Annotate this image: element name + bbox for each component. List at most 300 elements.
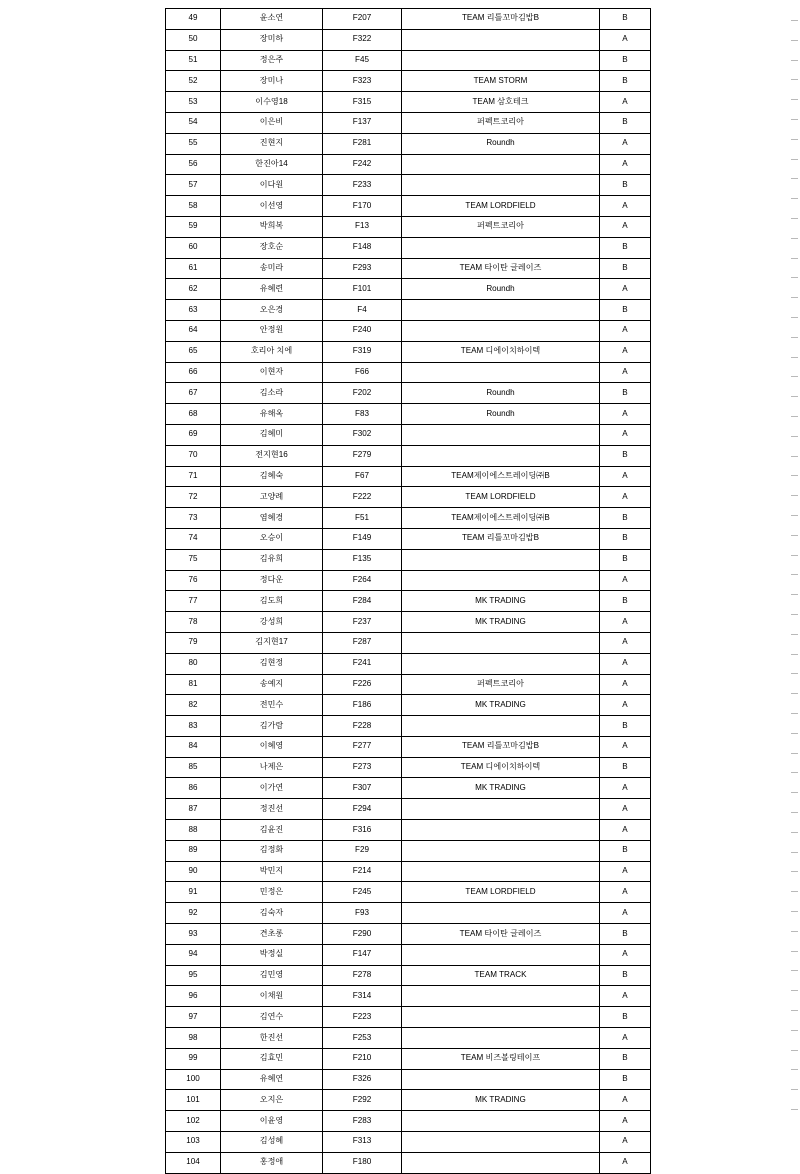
tick-mark xyxy=(791,475,798,476)
cell-grade: B xyxy=(600,175,651,196)
tick-mark xyxy=(791,198,798,199)
tick-mark xyxy=(791,20,798,21)
cell-number: 104 xyxy=(166,1152,221,1173)
cell-bib: F180 xyxy=(323,1152,402,1173)
cell-number: 56 xyxy=(166,154,221,175)
cell-grade: A xyxy=(600,29,651,50)
cell-grade: A xyxy=(600,632,651,653)
cell-team xyxy=(402,903,600,924)
table-row xyxy=(166,882,651,903)
table-row xyxy=(166,653,651,674)
tick-mark xyxy=(791,852,798,853)
table-row xyxy=(166,716,651,737)
cell-team xyxy=(402,29,600,50)
cell-name: 이은비 xyxy=(221,112,323,133)
cell-bib: F240 xyxy=(323,320,402,341)
table-row xyxy=(166,445,651,466)
cell-bib: F241 xyxy=(323,653,402,674)
cell-team xyxy=(402,820,600,841)
cell-name: 이수영18 xyxy=(221,92,323,113)
cell-grade: A xyxy=(600,612,651,633)
cell-team: TEAM 디에이치하이텍 xyxy=(402,341,600,362)
table-row xyxy=(166,29,651,50)
table-row xyxy=(166,674,651,695)
cell-bib: F186 xyxy=(323,695,402,716)
tick-mark xyxy=(791,931,798,932)
cell-grade: B xyxy=(600,840,651,861)
cell-team: TEAM 리틀꼬마김밥B xyxy=(402,9,600,30)
cell-team: 퍼펙트코리아 xyxy=(402,674,600,695)
cell-team xyxy=(402,1069,600,1090)
cell-name: 박정실 xyxy=(221,944,323,965)
table-row xyxy=(166,924,651,945)
cell-name: 김지현17 xyxy=(221,632,323,653)
cell-team xyxy=(402,549,600,570)
table-row xyxy=(166,549,651,570)
cell-bib: F273 xyxy=(323,757,402,778)
cell-grade: B xyxy=(600,300,651,321)
cell-grade: B xyxy=(600,549,651,570)
cell-bib: F287 xyxy=(323,632,402,653)
cell-name: 김정화 xyxy=(221,840,323,861)
cell-grade: B xyxy=(600,1048,651,1069)
tick-mark xyxy=(791,495,798,496)
cell-number: 58 xyxy=(166,196,221,217)
tick-mark xyxy=(791,871,798,872)
cell-grade: A xyxy=(600,1132,651,1153)
cell-grade: A xyxy=(600,820,651,841)
cell-name: 김도희 xyxy=(221,591,323,612)
tick-mark xyxy=(791,911,798,912)
cell-number: 89 xyxy=(166,840,221,861)
cell-number: 101 xyxy=(166,1090,221,1111)
table-row xyxy=(166,861,651,882)
tick-mark xyxy=(791,713,798,714)
cell-name: 오승이 xyxy=(221,528,323,549)
cell-grade: B xyxy=(600,1007,651,1028)
tick-mark xyxy=(791,555,798,556)
roster-table-body xyxy=(166,9,651,1174)
tick-mark xyxy=(791,634,798,635)
cell-bib: F101 xyxy=(323,279,402,300)
cell-team: MK TRADING xyxy=(402,612,600,633)
tick-mark xyxy=(791,337,798,338)
cell-bib: F83 xyxy=(323,404,402,425)
cell-number: 97 xyxy=(166,1007,221,1028)
cell-name: 김숙자 xyxy=(221,903,323,924)
table-row xyxy=(166,383,651,404)
cell-grade: A xyxy=(600,487,651,508)
cell-grade: B xyxy=(600,924,651,945)
cell-bib: F319 xyxy=(323,341,402,362)
cell-name: 이선영 xyxy=(221,196,323,217)
cell-name: 오지은 xyxy=(221,1090,323,1111)
cell-grade: A xyxy=(600,1111,651,1132)
cell-number: 61 xyxy=(166,258,221,279)
cell-name: 송미라 xyxy=(221,258,323,279)
cell-number: 74 xyxy=(166,528,221,549)
cell-grade: B xyxy=(600,528,651,549)
cell-team: TEAM 타이탄 글레이즈 xyxy=(402,258,600,279)
table-row xyxy=(166,1090,651,1111)
table-row xyxy=(166,71,651,92)
tick-mark xyxy=(791,297,798,298)
cell-name: 이현자 xyxy=(221,362,323,383)
cell-number: 70 xyxy=(166,445,221,466)
cell-name: 윤소연 xyxy=(221,9,323,30)
cell-team xyxy=(402,300,600,321)
tick-mark xyxy=(791,178,798,179)
cell-number: 75 xyxy=(166,549,221,570)
cell-bib: F228 xyxy=(323,716,402,737)
cell-name: 유혜연 xyxy=(221,1069,323,1090)
table-row xyxy=(166,1152,651,1173)
table-row xyxy=(166,632,651,653)
cell-team: MK TRADING xyxy=(402,695,600,716)
cell-grade: A xyxy=(600,674,651,695)
cell-name: 장호순 xyxy=(221,237,323,258)
cell-team: TEAM 비즈볼링테이프 xyxy=(402,1048,600,1069)
tick-mark xyxy=(791,951,798,952)
roster-table-container xyxy=(165,8,645,1174)
cell-number: 60 xyxy=(166,237,221,258)
cell-number: 71 xyxy=(166,466,221,487)
tick-mark xyxy=(791,693,798,694)
table-row xyxy=(166,196,651,217)
cell-grade: B xyxy=(600,508,651,529)
cell-number: 94 xyxy=(166,944,221,965)
cell-number: 53 xyxy=(166,92,221,113)
cell-number: 54 xyxy=(166,112,221,133)
tick-mark xyxy=(791,238,798,239)
cell-bib: F283 xyxy=(323,1111,402,1132)
cell-bib: F278 xyxy=(323,965,402,986)
tick-mark xyxy=(791,376,798,377)
cell-number: 67 xyxy=(166,383,221,404)
tick-mark xyxy=(791,258,798,259)
tick-mark xyxy=(791,891,798,892)
cell-bib: F293 xyxy=(323,258,402,279)
cell-grade: A xyxy=(600,1028,651,1049)
tick-mark xyxy=(791,139,798,140)
table-row xyxy=(166,175,651,196)
cell-team xyxy=(402,986,600,1007)
cell-name: 김소라 xyxy=(221,383,323,404)
cell-team: TEAM 리틀꼬마김밥B xyxy=(402,528,600,549)
cell-bib: F45 xyxy=(323,50,402,71)
cell-name: 장미나 xyxy=(221,71,323,92)
cell-grade: B xyxy=(600,445,651,466)
cell-grade: A xyxy=(600,320,651,341)
table-row xyxy=(166,466,651,487)
tick-mark xyxy=(791,515,798,516)
tick-mark xyxy=(791,456,798,457)
cell-team: Roundh xyxy=(402,133,600,154)
cell-team xyxy=(402,632,600,653)
cell-grade: A xyxy=(600,196,651,217)
cell-bib: F147 xyxy=(323,944,402,965)
cell-name: 전민수 xyxy=(221,695,323,716)
cell-name: 김효민 xyxy=(221,1048,323,1069)
cell-name: 김가람 xyxy=(221,716,323,737)
tick-mark xyxy=(791,1030,798,1031)
cell-team xyxy=(402,861,600,882)
cell-number: 66 xyxy=(166,362,221,383)
cell-team: Roundh xyxy=(402,404,600,425)
cell-team xyxy=(402,570,600,591)
cell-name: 한진아14 xyxy=(221,154,323,175)
cell-team: 퍼펙트코리아 xyxy=(402,216,600,237)
cell-name: 송예지 xyxy=(221,674,323,695)
table-row xyxy=(166,570,651,591)
cell-name: 김현정 xyxy=(221,653,323,674)
cell-grade: B xyxy=(600,716,651,737)
cell-number: 52 xyxy=(166,71,221,92)
cell-team: TEAM TRACK xyxy=(402,965,600,986)
cell-bib: F137 xyxy=(323,112,402,133)
cell-name: 정진선 xyxy=(221,799,323,820)
tick-mark xyxy=(791,277,798,278)
cell-grade: A xyxy=(600,216,651,237)
cell-grade: A xyxy=(600,1152,651,1173)
cell-name: 진현지 xyxy=(221,133,323,154)
cell-name: 박희복 xyxy=(221,216,323,237)
cell-number: 72 xyxy=(166,487,221,508)
cell-grade: B xyxy=(600,757,651,778)
cell-name: 고양례 xyxy=(221,487,323,508)
cell-number: 76 xyxy=(166,570,221,591)
cell-number: 73 xyxy=(166,508,221,529)
cell-name: 박민지 xyxy=(221,861,323,882)
cell-grade: B xyxy=(600,965,651,986)
cell-team xyxy=(402,362,600,383)
tick-mark xyxy=(791,218,798,219)
roster-table xyxy=(165,8,651,1174)
cell-bib: F315 xyxy=(323,92,402,113)
cell-number: 100 xyxy=(166,1069,221,1090)
cell-number: 65 xyxy=(166,341,221,362)
tick-mark xyxy=(791,733,798,734)
cell-bib: F210 xyxy=(323,1048,402,1069)
cell-number: 57 xyxy=(166,175,221,196)
cell-number: 64 xyxy=(166,320,221,341)
cell-grade: B xyxy=(600,50,651,71)
cell-bib: F313 xyxy=(323,1132,402,1153)
cell-name: 김연수 xyxy=(221,1007,323,1028)
table-row xyxy=(166,9,651,30)
table-row xyxy=(166,695,651,716)
cell-bib: F207 xyxy=(323,9,402,30)
table-row xyxy=(166,404,651,425)
tick-mark xyxy=(791,119,798,120)
cell-bib: F135 xyxy=(323,549,402,570)
table-row xyxy=(166,320,651,341)
cell-team xyxy=(402,1152,600,1173)
table-row xyxy=(166,903,651,924)
tick-mark xyxy=(791,416,798,417)
tick-mark xyxy=(791,79,798,80)
cell-name: 유혜련 xyxy=(221,279,323,300)
cell-team: MK TRADING xyxy=(402,1090,600,1111)
cell-bib: F316 xyxy=(323,820,402,841)
cell-bib: F148 xyxy=(323,237,402,258)
cell-number: 59 xyxy=(166,216,221,237)
cell-team xyxy=(402,1007,600,1028)
cell-bib: F290 xyxy=(323,924,402,945)
cell-name: 안정원 xyxy=(221,320,323,341)
cell-bib: F233 xyxy=(323,175,402,196)
cell-name: 이혜영 xyxy=(221,736,323,757)
cell-team xyxy=(402,445,600,466)
cell-team xyxy=(402,154,600,175)
cell-grade: A xyxy=(600,986,651,1007)
cell-team: TEAM LORDFIELD xyxy=(402,196,600,217)
cell-grade: A xyxy=(600,279,651,300)
table-row xyxy=(166,112,651,133)
cell-name: 홍정애 xyxy=(221,1152,323,1173)
cell-name: 나제은 xyxy=(221,757,323,778)
cell-team: TEAM LORDFIELD xyxy=(402,882,600,903)
tick-mark xyxy=(791,970,798,971)
table-row xyxy=(166,986,651,1007)
cell-grade: B xyxy=(600,9,651,30)
cell-name: 견초롱 xyxy=(221,924,323,945)
tick-mark xyxy=(791,1050,798,1051)
cell-bib: F326 xyxy=(323,1069,402,1090)
cell-number: 82 xyxy=(166,695,221,716)
cell-team xyxy=(402,424,600,445)
table-row xyxy=(166,736,651,757)
table-row xyxy=(166,778,651,799)
cell-name: 오은경 xyxy=(221,300,323,321)
cell-grade: B xyxy=(600,383,651,404)
tick-mark xyxy=(791,594,798,595)
cell-team xyxy=(402,944,600,965)
cell-number: 51 xyxy=(166,50,221,71)
cell-team xyxy=(402,653,600,674)
cell-grade: B xyxy=(600,71,651,92)
cell-grade: B xyxy=(600,591,651,612)
cell-number: 79 xyxy=(166,632,221,653)
tick-mark xyxy=(791,40,798,41)
cell-bib: F242 xyxy=(323,154,402,175)
cell-number: 68 xyxy=(166,404,221,425)
cell-number: 98 xyxy=(166,1028,221,1049)
cell-team xyxy=(402,237,600,258)
table-row xyxy=(166,1069,651,1090)
cell-grade: A xyxy=(600,570,651,591)
cell-team: MK TRADING xyxy=(402,591,600,612)
cell-bib: F237 xyxy=(323,612,402,633)
cell-bib: F322 xyxy=(323,29,402,50)
table-row xyxy=(166,1111,651,1132)
cell-grade: A xyxy=(600,424,651,445)
cell-number: 77 xyxy=(166,591,221,612)
cell-bib: F253 xyxy=(323,1028,402,1049)
cell-number: 102 xyxy=(166,1111,221,1132)
cell-number: 93 xyxy=(166,924,221,945)
cell-name: 김혜숙 xyxy=(221,466,323,487)
cell-number: 86 xyxy=(166,778,221,799)
cell-grade: A xyxy=(600,903,651,924)
tick-mark xyxy=(791,99,798,100)
cell-number: 103 xyxy=(166,1132,221,1153)
cell-team xyxy=(402,175,600,196)
cell-team: TEAM제이에스트레이딩㈜B xyxy=(402,508,600,529)
cell-bib: F307 xyxy=(323,778,402,799)
cell-number: 55 xyxy=(166,133,221,154)
cell-name: 김혜미 xyxy=(221,424,323,445)
tick-mark xyxy=(791,990,798,991)
cell-name: 김성혜 xyxy=(221,1132,323,1153)
cell-number: 83 xyxy=(166,716,221,737)
table-row xyxy=(166,1132,651,1153)
cell-grade: A xyxy=(600,778,651,799)
table-row xyxy=(166,300,651,321)
cell-bib: F223 xyxy=(323,1007,402,1028)
cell-grade: A xyxy=(600,92,651,113)
table-row xyxy=(166,799,651,820)
cell-number: 91 xyxy=(166,882,221,903)
cell-number: 49 xyxy=(166,9,221,30)
cell-number: 90 xyxy=(166,861,221,882)
cell-bib: F222 xyxy=(323,487,402,508)
cell-grade: A xyxy=(600,404,651,425)
table-row xyxy=(166,508,651,529)
cell-grade: A xyxy=(600,341,651,362)
cell-bib: F67 xyxy=(323,466,402,487)
table-row xyxy=(166,92,651,113)
table-row xyxy=(166,820,651,841)
table-row xyxy=(166,528,651,549)
page-edge-tick-marks xyxy=(788,8,798,1124)
cell-team: TEAM 디에이치하이텍 xyxy=(402,757,600,778)
cell-number: 99 xyxy=(166,1048,221,1069)
tick-mark xyxy=(791,396,798,397)
cell-name: 염혜경 xyxy=(221,508,323,529)
tick-mark xyxy=(791,772,798,773)
cell-number: 87 xyxy=(166,799,221,820)
table-row xyxy=(166,279,651,300)
tick-mark xyxy=(791,1089,798,1090)
tick-mark xyxy=(791,654,798,655)
cell-bib: F279 xyxy=(323,445,402,466)
cell-team xyxy=(402,840,600,861)
cell-number: 63 xyxy=(166,300,221,321)
table-row xyxy=(166,612,651,633)
cell-team xyxy=(402,1111,600,1132)
cell-number: 62 xyxy=(166,279,221,300)
cell-bib: F51 xyxy=(323,508,402,529)
tick-mark xyxy=(791,159,798,160)
table-row xyxy=(166,154,651,175)
cell-team: Roundh xyxy=(402,279,600,300)
table-row xyxy=(166,487,651,508)
cell-name: 호리아 치에 xyxy=(221,341,323,362)
cell-bib: F93 xyxy=(323,903,402,924)
cell-name: 장미하 xyxy=(221,29,323,50)
cell-grade: A xyxy=(600,653,651,674)
cell-team xyxy=(402,1132,600,1153)
cell-bib: F323 xyxy=(323,71,402,92)
cell-number: 78 xyxy=(166,612,221,633)
cell-grade: A xyxy=(600,736,651,757)
cell-grade: B xyxy=(600,112,651,133)
cell-name: 한진선 xyxy=(221,1028,323,1049)
cell-number: 50 xyxy=(166,29,221,50)
cell-bib: F284 xyxy=(323,591,402,612)
table-row xyxy=(166,133,651,154)
